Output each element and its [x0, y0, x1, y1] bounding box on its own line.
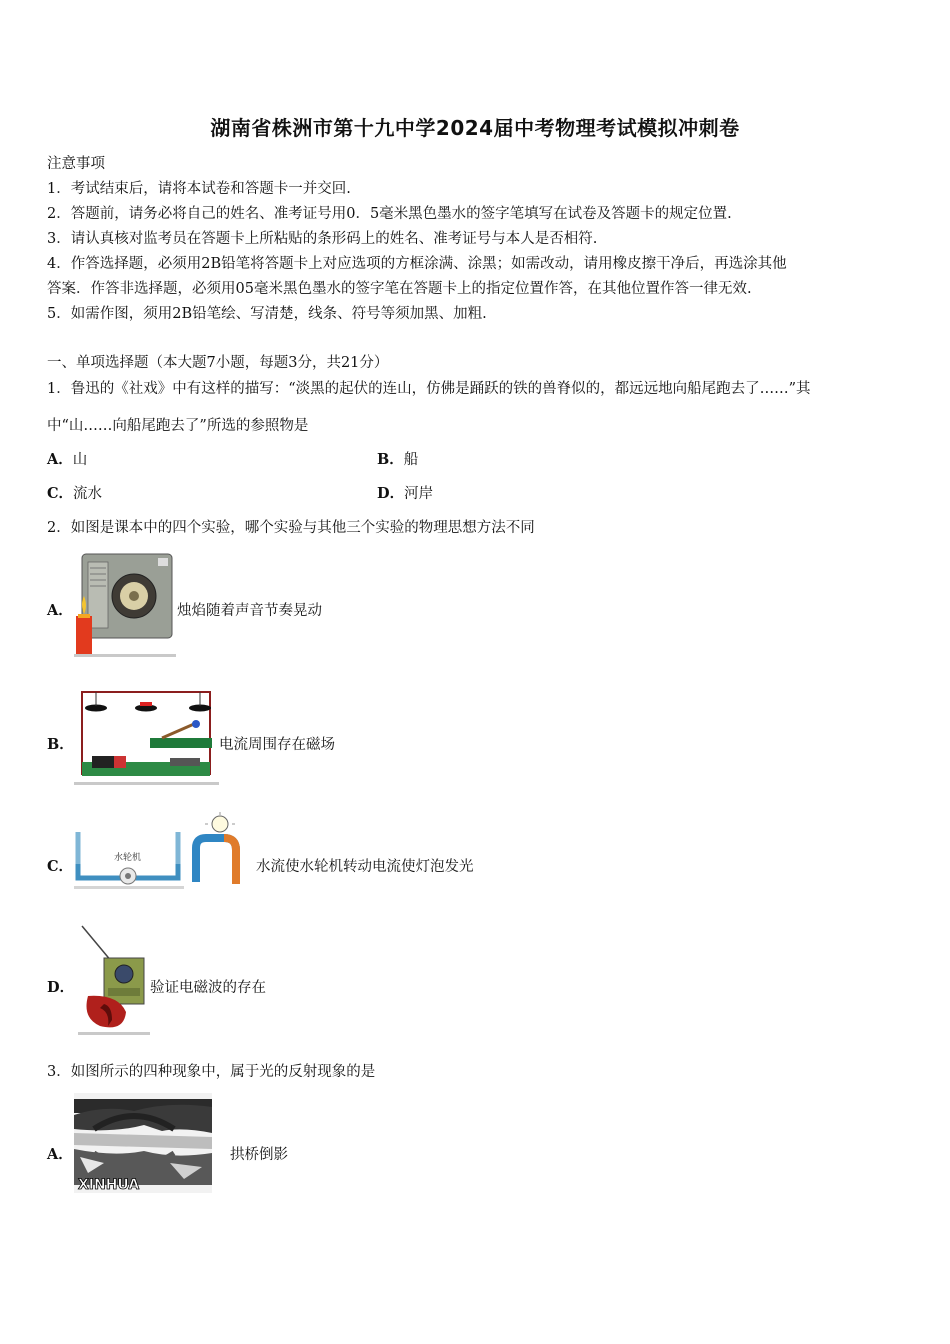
note-item: 5．如需作图，须用2B铅笔绘、写清楚，线条、符号等须加黑、加粗. — [47, 306, 487, 322]
option-label: D． — [377, 485, 405, 502]
q1-stem-line1: 1．鲁迅的《社戏》中有这样的描写：“淡黑的起伏的连山，仿佛是踊跃的铁的兽脊似的，都远远地向船尾跑去了……”其 — [47, 381, 811, 397]
q1-option-c[interactable] — [47, 482, 102, 503]
q1-stem-line2: 中“山……向船尾跑去了”所选的参照物是 — [47, 418, 309, 434]
photo-watermark: XINHUA — [78, 1177, 140, 1193]
q2-option-c-text: 水流使水轮机转动电流使灯泡发光 — [256, 859, 474, 875]
page-title: 湖南省株洲市第十九中学2024届中考物理考试模拟冲刺卷 — [210, 116, 740, 140]
water-turbine-figure — [74, 812, 256, 890]
note-item: 1．考试结束后，请将本试卷和答题卡一并交回. — [47, 181, 351, 197]
q2-stem: 2．如图是课本中的四个实验，哪个实验与其他三个实验的物理思想方法不同 — [47, 520, 535, 536]
q3-stem: 3．如图所示的四种现象中，属于光的反射现象的是 — [47, 1064, 376, 1080]
q3-option-a-text: 拱桥倒影 — [230, 1147, 288, 1163]
q2-option-c-label[interactable]: C． — [47, 858, 74, 875]
note-item: 4．作答选择题，必须用2B铅笔将答题卡上对应选项的方框涂满、涂黑；如需改动，请用橡皮擦干净后，再选涂其他 — [47, 256, 787, 272]
note-item: 3．请认真核对监考员在答题卡上所粘贴的条形码上的姓名、准考证号与本人是否相符. — [47, 231, 598, 247]
q2-option-a-text: 烛焰随着声音节奏晃动 — [177, 603, 322, 619]
option-label: B． — [377, 451, 404, 468]
speaker-candle-figure — [74, 548, 176, 658]
circuit-compass-figure — [74, 684, 219, 788]
option-text: 河岸 — [404, 486, 434, 502]
q1-option-a[interactable] — [47, 448, 87, 469]
q2-option-a-label[interactable]: A． — [47, 602, 73, 619]
option-text: 山 — [72, 452, 88, 468]
q2-option-d-label[interactable]: D． — [47, 979, 75, 996]
radio-em-wave-figure — [78, 922, 150, 1036]
arch-bridge-reflection-photo — [74, 1093, 212, 1193]
q3-option-a-label[interactable]: A． — [47, 1146, 73, 1163]
option-text: 船 — [403, 452, 419, 468]
note-item: 答案．作答非选择题，必须用05毫米黑色墨水的签字笔在答题卡上的指定位置作答，在其他位置作答一律无效. — [47, 281, 752, 297]
option-label: A． — [47, 451, 73, 468]
q1-option-b[interactable] — [377, 448, 418, 469]
option-text: 流水 — [73, 486, 103, 502]
note-item: 2．答题前，请务必将自己的姓名、准考证号用0．5毫米黑色墨水的签字笔填写在试卷及答题卡的规定位置. — [47, 206, 732, 222]
q2-option-b-text: 电流周围存在磁场 — [219, 737, 335, 753]
section-heading: 一、单项选择题（本大题7小题，每题3分，共21分） — [47, 355, 389, 371]
option-label: C． — [47, 485, 74, 502]
q2-option-b-label[interactable]: B． — [47, 736, 74, 753]
q1-option-d[interactable] — [377, 482, 433, 503]
q2-option-d-text: 验证电磁波的存在 — [150, 980, 266, 996]
notes-heading: 注意事项 — [47, 156, 105, 172]
turbine-caption: 水轮机 — [114, 853, 142, 863]
